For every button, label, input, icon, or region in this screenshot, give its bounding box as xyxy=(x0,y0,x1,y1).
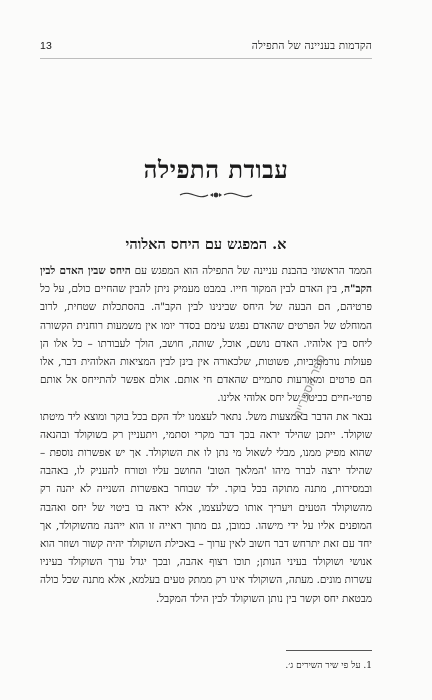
footnote: 1. על פי שיר השירים ג׳. xyxy=(285,661,372,671)
ornament-divider-icon xyxy=(176,188,256,202)
paragraph-1: הממד הראשוני בהבנת עניינה של התפילה הוא המפגש עם היחס שבין האדם לבין הקב"ה, בין האדם לבין המקור חייו. במבט מעמיק ניתן להבין שהחיים כולם, על כל פרטיהם, הם הבעה של היחס שבינינו לבין הקב"ה. בהסתכלות שטחית, לרוב המוחלט של הפרטים שהאדם נפגש עימם בסדר יומו אין משמעות רוחנית הקשורה ליחס בין אלוהיו. האדם נושם, אוכל, שותה, חושב, הולך לעבודתו – כל אלו הן פעולות נורמטיביות, פשוטות, שלכאורה אין בינן לבין המציאות האלוהית דבר, אלו הם פרטים ומאורעות סתמיים שהאדם חי אותם. אולם אפשר להתייחס אל אותם פרטי-חיים כביטוי של יחס אלוהי אלינו. xyxy=(40,265,372,405)
running-head-title: הקדמות בעניינה של התפילה xyxy=(251,40,372,52)
running-head xyxy=(40,40,372,52)
paragraph-2: נבאר את הדבר באמצעות משל. נתאר לעצמנו ילד הקם בכל בוקר ומוצא ליד מיטתו שוקולד. ייתכן שהילד יראה בכך דבר מקרי וסתמי, ויתעניין רק בשוקולד ובהנאה שהוא מפיק ממנו, מבלי לשאול מי נתן לו את השוקולד. אך יש אפשרות נוספת – שהילד ירצה לברר מיהו 'המלאך הטוב' החושב עליו וטורח להעניק לו, באהבה ובמסירות, מתנה מתוקה בכל בוקר. ילד שבוחר באפשרות השנייה לא יהנה רק מהשוקולד הטעים ויעריך אותו כשלעצמו, אלא יראה בו ביטוי של יחס ואהבה המופנים אליו על ידי מישהו. כמובן, גם מתוך ראייה זו הוא ייהנה מהשוקולד, אך יחד עם זאת יתרחש דבר חשוב לאין ערוך – באכילת השוקולד יהיה קשור ושוזר הוא אנושי ושוקולד בעיני הנותן; תוכו רצוף אהבה, ובכך יגדל ערך השוקולד בעיניו עשרות מונים. מעתה, השוקולד אינו רק ממתק טעים בעלמא, אלא מתנה שכל כולה מבטאת יחס וקשר בין נותן השוקולד לבין הילד המקבל. xyxy=(40,410,372,605)
page-number: 13 xyxy=(40,40,53,52)
footnote-rule xyxy=(286,650,372,651)
chapter-title: עבודת התפילה xyxy=(143,155,289,184)
body-text xyxy=(40,262,372,608)
header-rule xyxy=(40,58,372,59)
bold-phrase: היחס שבין האדם לבין הקב"ה xyxy=(40,265,372,296)
watermark-stamp: ספר הספרייה xyxy=(290,352,329,421)
section-heading: א. המפגש עם היחס האלוהי xyxy=(125,236,287,253)
